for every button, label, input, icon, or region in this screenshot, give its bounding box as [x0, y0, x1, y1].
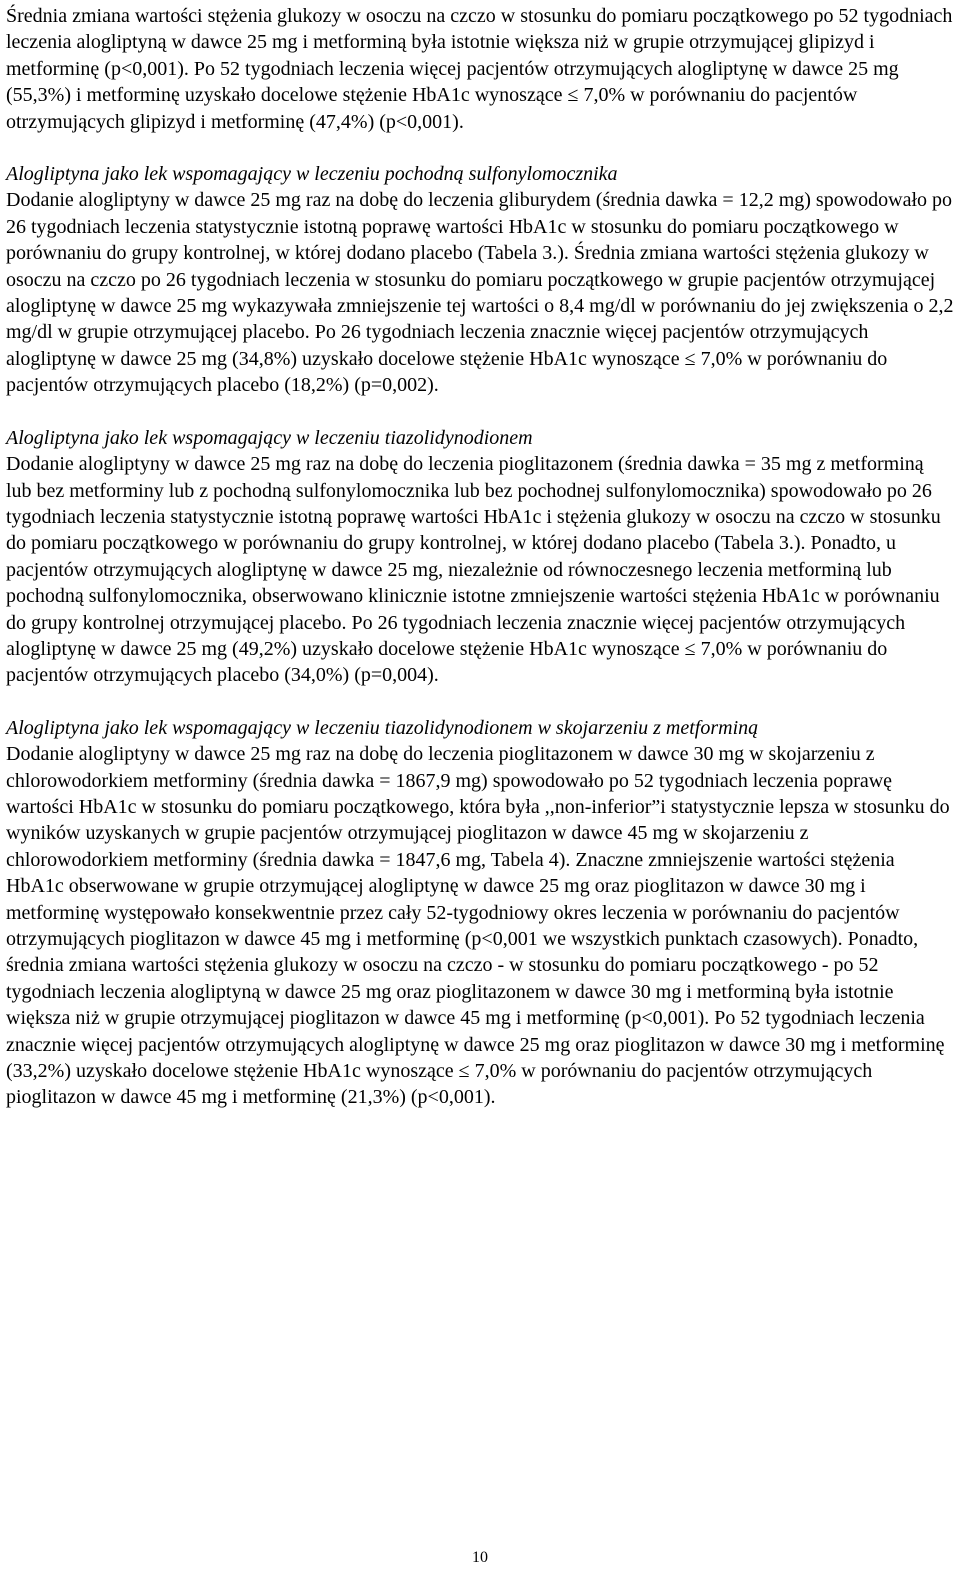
section-spacer — [6, 689, 954, 715]
section-spacer — [6, 135, 954, 161]
section-spacer — [6, 399, 954, 425]
section-body: Dodanie alogliptyny w dawce 25 mg raz na dobę do leczenia pioglitazonem w dawce 30 mg w skojarzeniu z chlorowodorkiem metforminy (średnia dawka = 1867,9 mg) spowodowało po 52 tygodniach leczenia poprawę wartości HbA1c w stosunku do pomiaru początkowego, która była ,,non-inferior”i statystycznie lepsza w stosunku do wyników uzyskanych w grupie pacjentów otrzymującej pioglitazon w dawce 45 mg w skojarzeniu z chlorowodorkiem metforminy (średnia dawka = 1847,6 mg, Tabela 4). Znaczne zmniejszenie wartości stężenia HbA1c obserwowane w grupie otrzymującej alogliptynę w dawce 25 mg oraz pioglitazon w dawce 30 mg i metforminę występowało konsekwentnie przez cały 52-tygodniowy okres leczenia w porównaniu do pacjentów otrzymujących pioglitazon w dawce 45 mg i metforminę (p<0,001 we wszystkich punktach czasowych). Ponadto, średnia zmiana wartości stężenia glukozy w osoczu na czczo - w stosunku do pomiaru początkowego - po 52 tygodniach leczenia alogliptyną w dawce 25 mg oraz pioglitazonem w dawce 30 mg i metforminą była istotnie większa niż w grupie otrzymującej pioglitazon w dawce 45 mg i metforminę (p<0,001). Po 52 tygodniach leczenia znacznie więcej pacjentów otrzymujących alogliptynę w dawce 25 mg oraz pioglitazon w dawce 30 mg i metforminę (33,2%) uzyskało docelowe stężenie HbA1c wynoszące ≤ 7,0% w porównaniu do pacjentów otrzymujących pioglitazon w dawce 45 mg i metforminę (21,3%) (p<0,001). — [6, 743, 950, 1109]
page-number: 10 — [472, 1549, 488, 1566]
section-thiazolidinedione-metformin — [6, 715, 954, 1111]
section-heading: Alogliptyna jako lek wspomagający w leczeniu tiazolidynodionem — [6, 426, 533, 449]
section-heading: Alogliptyna jako lek wspomagający w leczeniu pochodną sulfonylomocznika — [6, 163, 618, 186]
section-body: Dodanie alogliptyny w dawce 25 mg raz na dobę do leczenia pioglitazonem (średnia dawka = 35 mg z metforminą lub bez metforminy lub z pochodną sulfonylomocznika lub bez pochodnej sulfonylomocznika) spowodowało po 26 tygodniach leczenia statystycznie istotną poprawę wartości HbA1c i stężenia glukozy w osoczu na czczo w stosunku do pomiaru początkowego w porównaniu do grupy kontrolnej, w której dodano placebo (Tabela 3.). Ponadto, u pacjentów otrzymujących alogliptynę w dawce 25 mg, niezależnie od równoczesnego leczenia metforminą lub pochodną sulfonylomocznika, obserwowano klinicznie istotne zmniejszenie wartości stężenia HbA1c w porównaniu do grupy kontrolnej otrzymującej placebo. Po 26 tygodniach leczenia znacznie więcej pacjentów otrzymujących alogliptynę w dawce 25 mg (49,2%) uzyskało docelowe stężenie HbA1c wynoszące ≤ 7,0% w porównaniu do pacjentów otrzymujących placebo (34,0%) (p=0,004). — [6, 453, 941, 687]
section-sulfonylurea — [6, 161, 954, 399]
intro-paragraph: Średnia zmiana wartości stężenia glukozy w osoczu na czczo w stosunku do pomiaru początkowego po 52 tygodniach leczenia alogliptyną w dawce 25 mg i metforminą była istotnie większa niż w grupie otrzymującej glipizyd i metforminę (p<0,001). Po 52 tygodniach leczenia więcej pacjentów otrzymujących alogliptynę w dawce 25 mg (55,3%) i metforminę uzyskało docelowe stężenie HbA1c wynoszące ≤ 7,0% w porównaniu do pacjentów otrzymujących glipizyd i metforminę (47,4%) (p<0,001). — [6, 5, 953, 133]
section-heading: Alogliptyna jako lek wspomagający w leczeniu tiazolidynodionem w skojarzeniu z metforminą — [6, 716, 759, 739]
page-body — [6, 3, 954, 1111]
section-thiazolidinedione — [6, 425, 954, 689]
section-body: Dodanie alogliptyny w dawce 25 mg raz na dobę do leczenia gliburydem (średnia dawka = 12,2 mg) spowodowało po 26 tygodniach leczenia statystycznie istotną poprawę wartości HbA1c w stosunku do pomiaru początkowego w porównaniu do grupy kontrolnej, w której dodano placebo (Tabela 3.). Średnia zmiana wartości stężenia glukozy w osoczu na czczo po 26 tygodniach leczenia w stosunku do pomiaru początkowego w grupie pacjentów otrzymującej alogliptynę w dawce 25 mg wykazywała zmniejszenie tej wartości o 8,4 mg/dl w porównaniu do jej zwiększenia o 2,2 mg/dl w grupie otrzymującej placebo. Po 26 tygodniach leczenia znacznie więcej pacjentów otrzymujących alogliptynę w dawce 25 mg (34,8%) uzyskało docelowe stężenie HbA1c wynoszące ≤ 7,0% w porównaniu do pacjentów otrzymujących placebo (18,2%) (p=0,002). — [6, 189, 954, 397]
